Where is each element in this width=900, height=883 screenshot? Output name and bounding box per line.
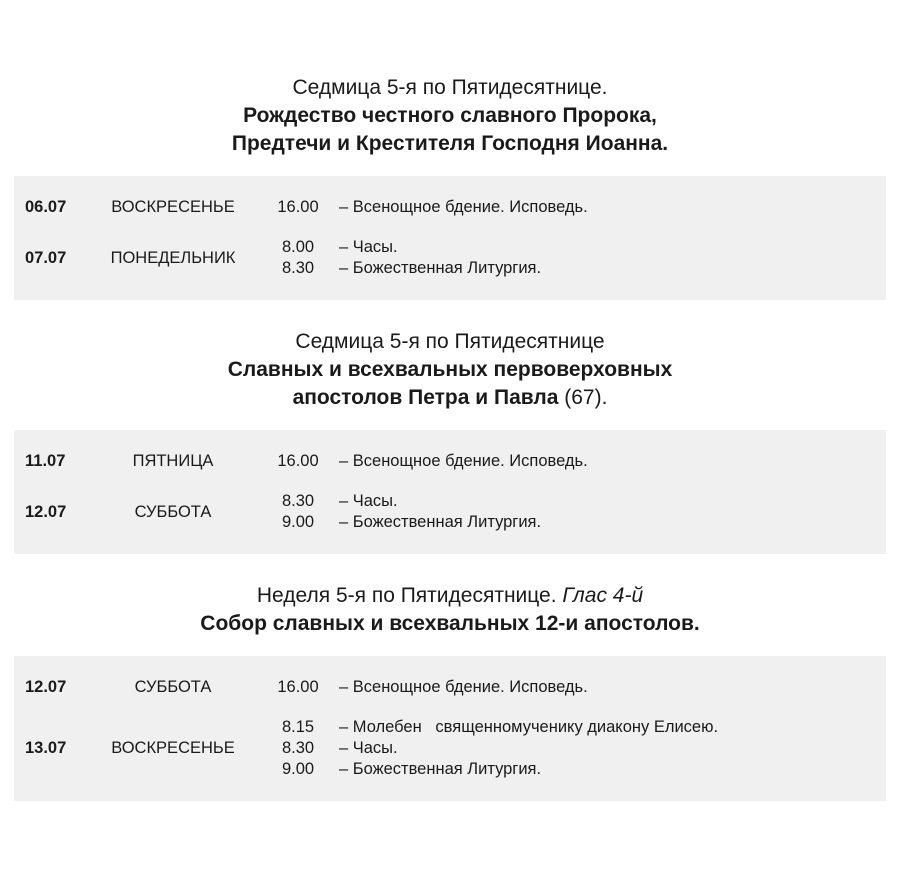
section-2-schedule	[14, 430, 886, 554]
service-time: 16.00	[277, 452, 319, 470]
section-3-subtitle	[0, 582, 900, 610]
service-time: 8.30	[281, 739, 315, 757]
service-name: – Божественная Литургия.	[339, 760, 542, 778]
row-date: 12.07	[25, 678, 67, 696]
service-time: 9.00	[281, 760, 315, 778]
section-3-feast-line-1: Собор славных и всехвальных 12-и апостолов.	[200, 612, 700, 635]
section-1-feast-line-2: Предтечи и Крестителя Господня Иоанна.	[231, 132, 669, 155]
section-3-heading	[0, 582, 900, 638]
service-name: – Всенощное бдение. Исповедь.	[339, 452, 588, 470]
section-2-feast-number: (67).	[558, 386, 608, 409]
service-name: – Божественная Литургия.	[339, 259, 542, 277]
row-weekday: СУББОТА	[134, 503, 212, 521]
service-time: 8.30	[281, 259, 315, 277]
section-1-heading	[0, 74, 900, 158]
row-date: 13.07	[25, 739, 67, 757]
service-time: 9.00	[281, 513, 315, 531]
row-date: 07.07	[25, 249, 67, 267]
service-name: – Божественная Литургия.	[339, 513, 542, 531]
service-time: 16.00	[277, 678, 319, 696]
section-1-schedule	[14, 176, 886, 300]
row-weekday: СУББОТА	[134, 678, 212, 696]
service-name: – Часы.	[339, 238, 398, 256]
service-name: – Часы.	[339, 492, 398, 510]
row-weekday: ВОСКРЕСЕНЬЕ	[111, 198, 235, 216]
service-name: – Часы.	[339, 739, 398, 757]
section-2-heading	[0, 328, 900, 412]
row-date: 11.07	[25, 452, 66, 470]
service-time: 8.30	[281, 492, 315, 510]
section-2-subtitle: Седмица 5-я по Пятидесятнице	[295, 330, 605, 353]
section-2-feast-line-2	[0, 384, 900, 412]
service-time: 8.00	[281, 238, 315, 256]
section-3-sunday: Неделя 5-я по Пятидесятнице.	[256, 584, 557, 607]
row-date: 06.07	[25, 198, 67, 216]
service-time: 16.00	[277, 198, 319, 216]
service-time: 8.15	[281, 718, 315, 736]
row-date: 12.07	[25, 503, 67, 521]
service-name: – Всенощное бдение. Исповедь.	[339, 678, 588, 696]
section-2-feast-apostles: апостолов Петра и Павла	[292, 386, 559, 409]
section-1-feast-line-1: Рождество честного славного Пророка,	[243, 104, 657, 127]
service-name: – Всенощное бдение. Исповедь.	[339, 198, 588, 216]
section-3-tone: Глас 4-й	[562, 584, 644, 607]
section-1-subtitle: Седмица 5-я по Пятидесятнице.	[292, 76, 608, 99]
row-weekday: ВОСКРЕСЕНЬЕ	[111, 739, 235, 757]
section-3-schedule	[14, 656, 886, 801]
row-weekday: ПОНЕДЕЛЬНИК	[110, 249, 236, 267]
row-weekday: ПЯТНИЦА	[132, 452, 214, 470]
service-name: – Молебен священномученику диакону Елисею.	[339, 718, 719, 736]
section-2-feast-line-1: Славных и всехвальных первоверховных	[227, 358, 673, 381]
